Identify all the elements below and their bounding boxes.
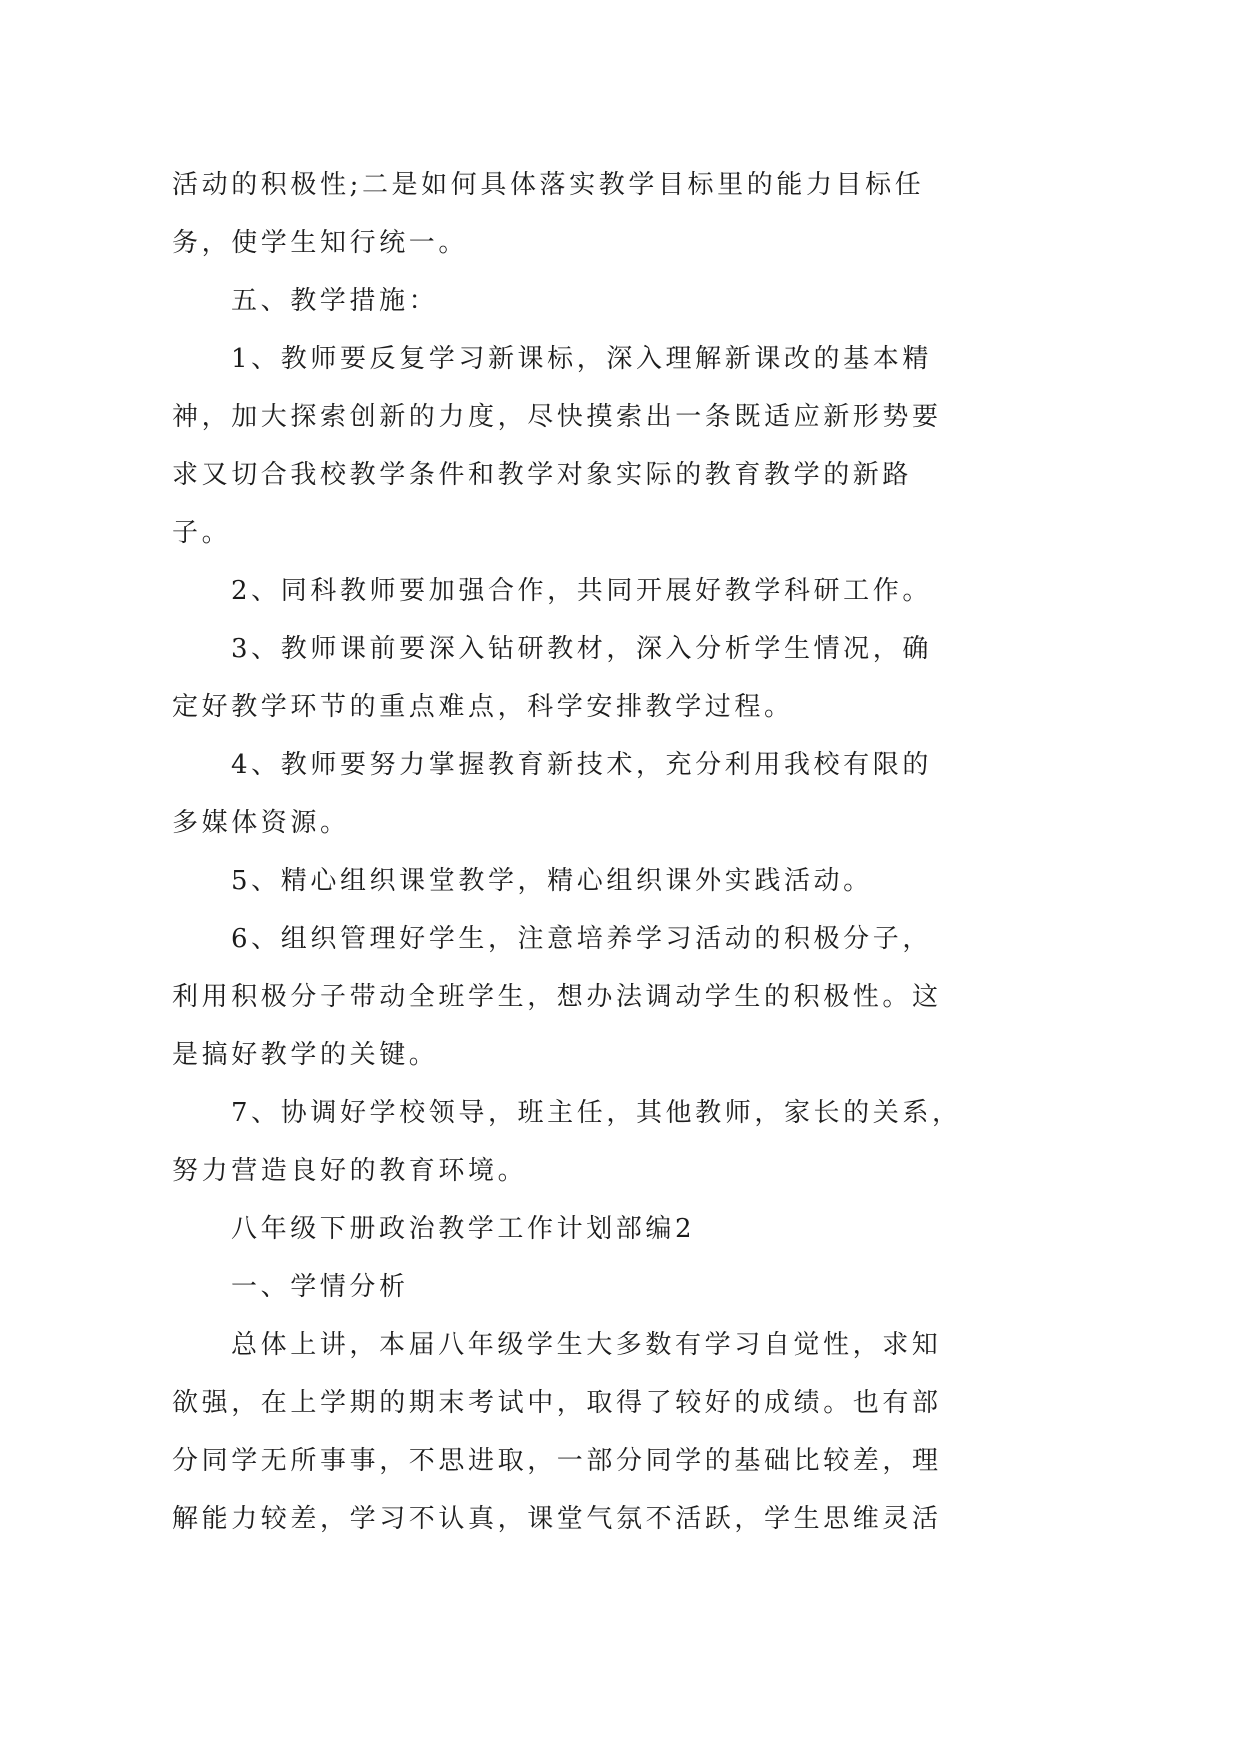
paragraph [172,910,952,1084]
text-line: 求又切合我校教学条件和教学对象实际的教育教学的新路 [172,460,913,490]
text-line: 1、教师要反复学习新课标，深入理解新课改的基本精 [231,344,932,374]
text-line: 定好教学环节的重点难点，科学安排教学过程。 [172,692,794,722]
text-line: 3、教师课前要深入钻研教材，深入分析学生情况，确 [231,634,932,664]
text-line: 神，加大探索创新的力度，尽快摸索出一条既适应新形势要 [172,402,942,432]
text-line: 是搞好教学的关键。 [172,1040,439,1070]
document-title [172,1200,952,1258]
paragraph [172,620,952,736]
paragraph [172,1316,952,1548]
document-title-text: 八年级下册政治教学工作计划部编2 [231,1214,696,1244]
text-line: 多媒体资源。 [172,808,350,838]
text-line: 务，使学生知行统一。 [172,228,469,258]
paragraph [172,562,952,620]
paragraph [172,852,952,910]
document-body [172,156,962,1548]
section-heading [172,272,952,330]
text-line: 欲强，在上学期的期末考试中，取得了较好的成绩。也有部 [172,1388,942,1418]
section-heading [172,1258,952,1316]
section-heading-text: 五、教学措施： [231,286,439,316]
text-line: 利用积极分子带动全班学生，想办法调动学生的积极性。这 [172,982,942,1012]
paragraph [172,330,952,562]
paragraph [172,156,952,272]
text-line: 6、组织管理好学生，注意培养学习活动的积极分子， [231,924,932,954]
paragraph [172,736,952,852]
text-line: 子。 [172,518,232,548]
text-line: 7、协调好学校领导，班主任，其他教师，家长的关系， [231,1098,962,1128]
text-line: 活动的积极性;二是如何具体落实教学目标里的能力目标任 [172,170,925,200]
text-line: 总体上讲，本届八年级学生大多数有学习自觉性，求知 [231,1330,942,1360]
section-heading-text: 一、学情分析 [231,1272,409,1302]
text-line: 分同学无所事事，不思进取，一部分同学的基础比较差，理 [172,1446,942,1476]
text-line: 努力营造良好的教育环境。 [172,1156,528,1186]
text-line: 解能力较差，学习不认真，课堂气氛不活跃，学生思维灵活 [172,1504,942,1534]
paragraph [172,1084,962,1200]
text-line: 4、教师要努力掌握教育新技术，充分利用我校有限的 [231,750,932,780]
text-line: 5、精心组织课堂教学，精心组织课外实践活动。 [231,866,873,896]
text-line: 2、同科教师要加强合作，共同开展好教学科研工作。 [231,576,932,606]
